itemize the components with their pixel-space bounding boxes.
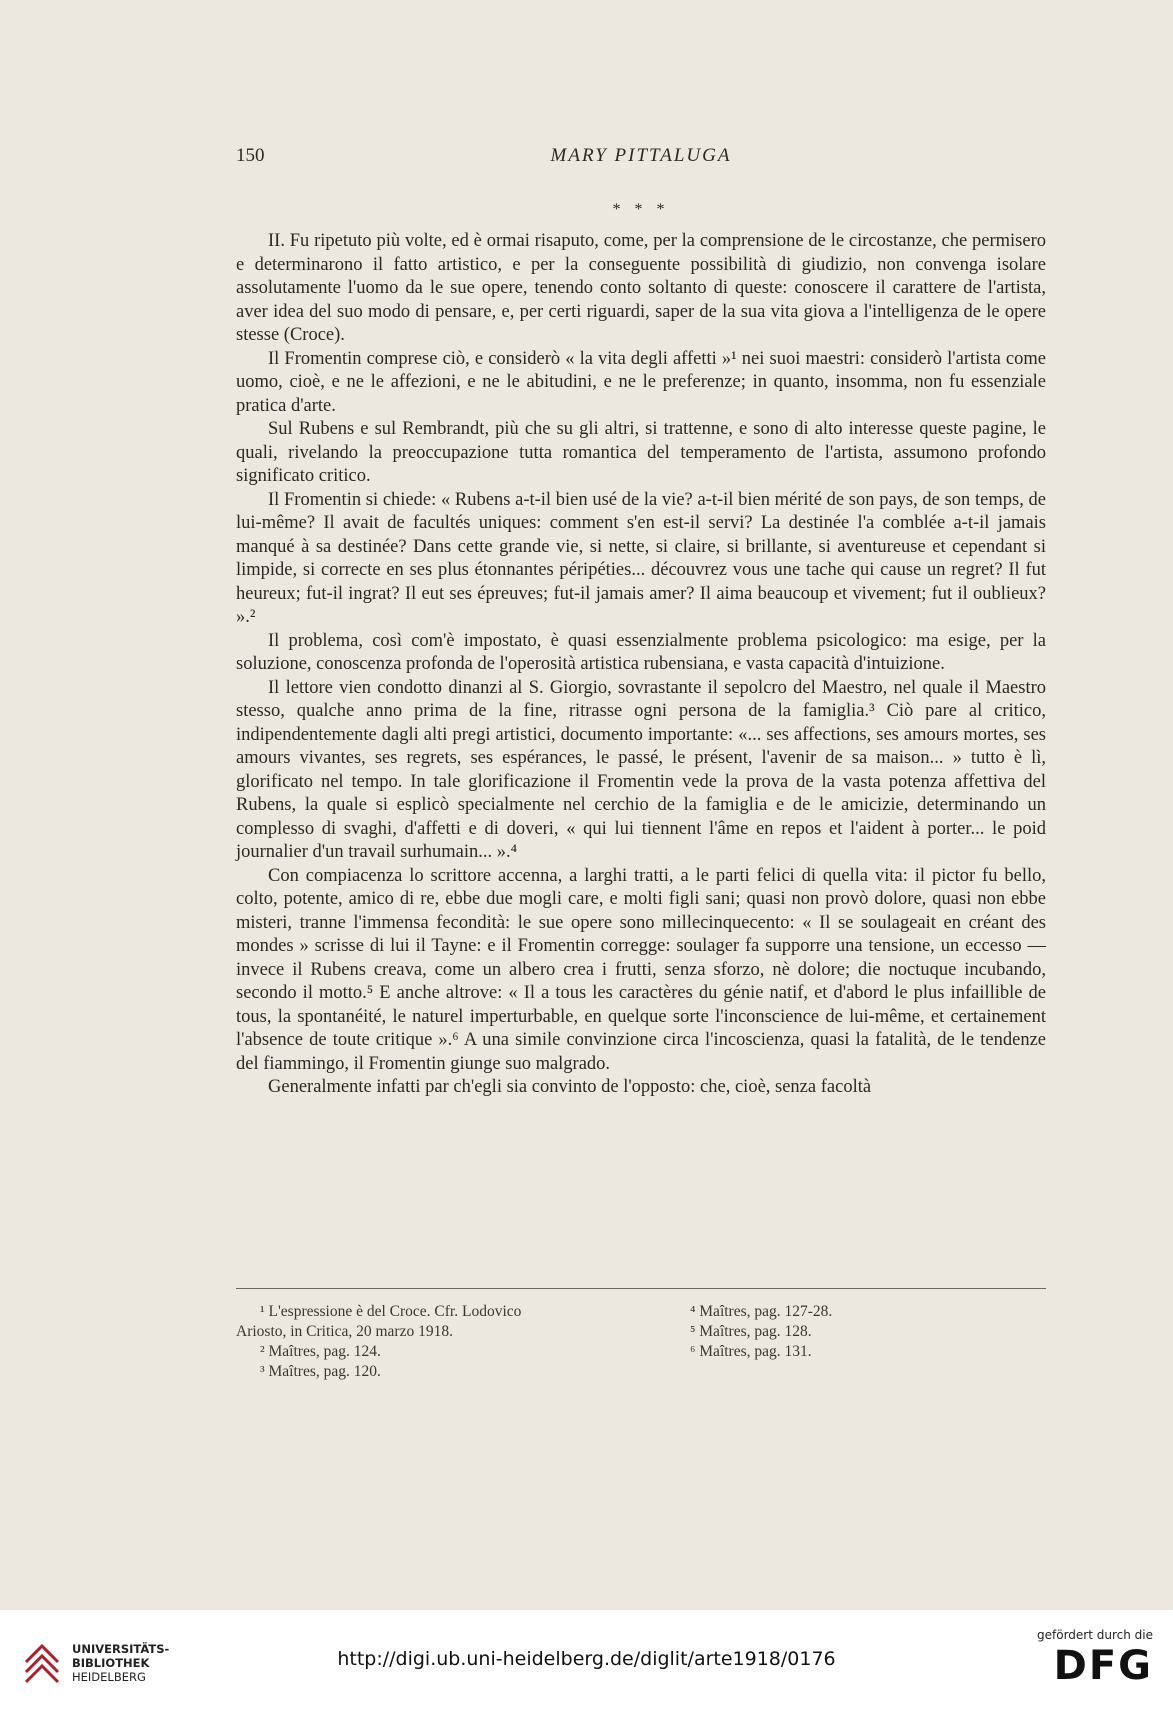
running-title: MARY PITTALUGA [550, 145, 732, 166]
footnotes-right-column [666, 1302, 1046, 1362]
paragraph: Il lettore vien condotto dinanzi al S. Giorgio, sovrastante il sepolcro del Maestro, nel quale il Maestro stesso, qualche anno prima de la fine, ritrasse ogni persona de la famiglia.³ Ciò pare al critico, indipendentemente dagli alti pregi artistici, documento importante: «... ses affections, ses amours mortes, ses amours vivantes, ses regrets, ses espérances, le passé, le présent, l'avenir de sa maison... » tutto è lì, glorificato nel tempo. In tale glorificazione il Fromentin vede la prova de la vasta potenza affettiva del Rubens, la quale si esplicò specialmente nel cerchio de la famiglia e de le amicizie, determinando un complesso di svaghi, d'affetti e di doveri, « qui lui tiennent l'âme en repos et l'aident à porter... le poid journalier d'un travail surhumain... ».⁴ [236, 677, 1046, 862]
paragraph: Sul Rubens e sul Rembrandt, più che su gli altri, si trattenne, e sono di alto interesse queste pagine, le quali, rivelando la preoccupazione tutta romantica del temperamento de l'artista, assumono profondo significato critico. [236, 419, 1046, 486]
footnote-line: ⁵ Maîtres, pag. 128. [690, 1323, 812, 1340]
footnote-line: Ariosto, in Critica, 20 marzo 1918. [236, 1323, 453, 1340]
sponsor-label: gefördert durch die [1037, 1628, 1153, 1642]
footnote-line: ⁶ Maîtres, pag. 131. [690, 1343, 812, 1360]
paragraph: Il problema, così com'è impostato, è quasi essenzialmente problema psicologico: ma esige, per la soluzione, conoscenza profonda de l'operosità artistica rubensiana, e vasta capacità d'intuizione. [236, 630, 1046, 674]
page-number: 150 [236, 145, 265, 166]
viewer-footer [0, 1610, 1173, 1715]
footnotes [236, 1302, 1046, 1412]
footnotes-left-column [236, 1302, 636, 1382]
sponsor[interactable] [1023, 1628, 1153, 1690]
paragraph: Il Fromentin si chiede: « Rubens a-t-il bien usé de la vie? a-t-il bien mérité de son pays, de son temps, de lui-même? Il avait de facultés uniques: comment s'en est-il servi? La destinée l'a comblée a-t-il jamais manqué à sa destinée? Dans cette grande vie, si nette, si claire, si brillante, si aventureuse et cependant si limpide, si correcte en ses plus étonnantes péripéties... découvrez vous une tache qui cause un regret? Il fut heureux; fut-il ingrat? Il eut ses épreuves; fut-il jamais amer? Il aima beaucoup et vivement; fut il oublieux? ».² [236, 489, 1046, 627]
footnote-divider [236, 1288, 1046, 1289]
paragraph: Generalmente infatti par ch'egli sia convinto de l'opposto: che, cioè, senza facoltà [268, 1077, 872, 1097]
dfg-logo: DFG [1053, 1643, 1153, 1689]
library-name: UNIVERSITÄTS- BIBLIOTHEK HEIDELBERG [72, 1642, 170, 1684]
running-head [236, 145, 1046, 169]
footnote-line: ² Maîtres, pag. 124. [260, 1343, 381, 1360]
footnote-line: ⁴ Maîtres, pag. 127-28. [690, 1303, 833, 1320]
paragraph: II. Fu ripetuto più volte, ed è ormai risaputo, come, per la comprensione de le circostanze, che permisero e determinarono il fatto artistico, e per la conseguente possibilità di giudizio, non convenga isolare assolutamente l'uomo da le sue opere, tenendo conto soltanto di queste: conoscere il carattere de l'artista, aver idea del suo modo di pensare, e, per certi riguardi, saper de la sua vita giova a l'intelligenza de le opere stesse (Croce). [236, 231, 1046, 345]
paragraph: Con compiacenza lo scrittore accenna, a larghi tratti, a le parti felici di quella vita: il pictor fu bello, colto, potente, amico di re, ebbe due mogli care, e molti figli sani; quasi non provò dolore, quasi non ebbe misteri, tranne l'immensa fecondità: le sue opere sono millecinquecento: « Il se soulageait en créant des mondes » scrisse di lui il Tayne: e il Fromentin corregge: soulager fa supporre una tensione, un eccesso — invece il Rubens creava, come un albero crea i frutti, senza sforzo, nè dolore; die noctuque incubando, secondo il motto.⁵ E anche altrove: « Il a tous les caractères du génie natif, et d'abord le plus infaillible de tous, la spontanéité, le naturel imperturbable, en quelque sorte l'inconscience de lui-même, et certainement l'absence de toute critique ».⁶ A una simile convinzione circa l'incoscienza, quasi la fatalità, de le tendenze del fiammingo, il Fromentin giunge suo malgrado. [236, 865, 1046, 1074]
paragraph: Il Fromentin comprese ciò, e considerò « la vita degli affetti »¹ nei suoi maestri: considerò l'artista come uomo, cioè, e ne le affezioni, e ne le abitudini, e ne le preferenze; in quanto, insomma, non fu essenziale pratica d'arte. [236, 348, 1046, 416]
section-mark: * * * [612, 201, 670, 218]
footnote-line: ¹ L'espressione è del Croce. Cfr. Lodovico [260, 1303, 522, 1320]
body-text [236, 230, 1046, 1100]
permalink-url[interactable]: http://digi.ub.uni-heidelberg.de/diglit/arte1918/0176 [337, 1648, 836, 1670]
footnote-line: ³ Maîtres, pag. 120. [260, 1363, 381, 1380]
